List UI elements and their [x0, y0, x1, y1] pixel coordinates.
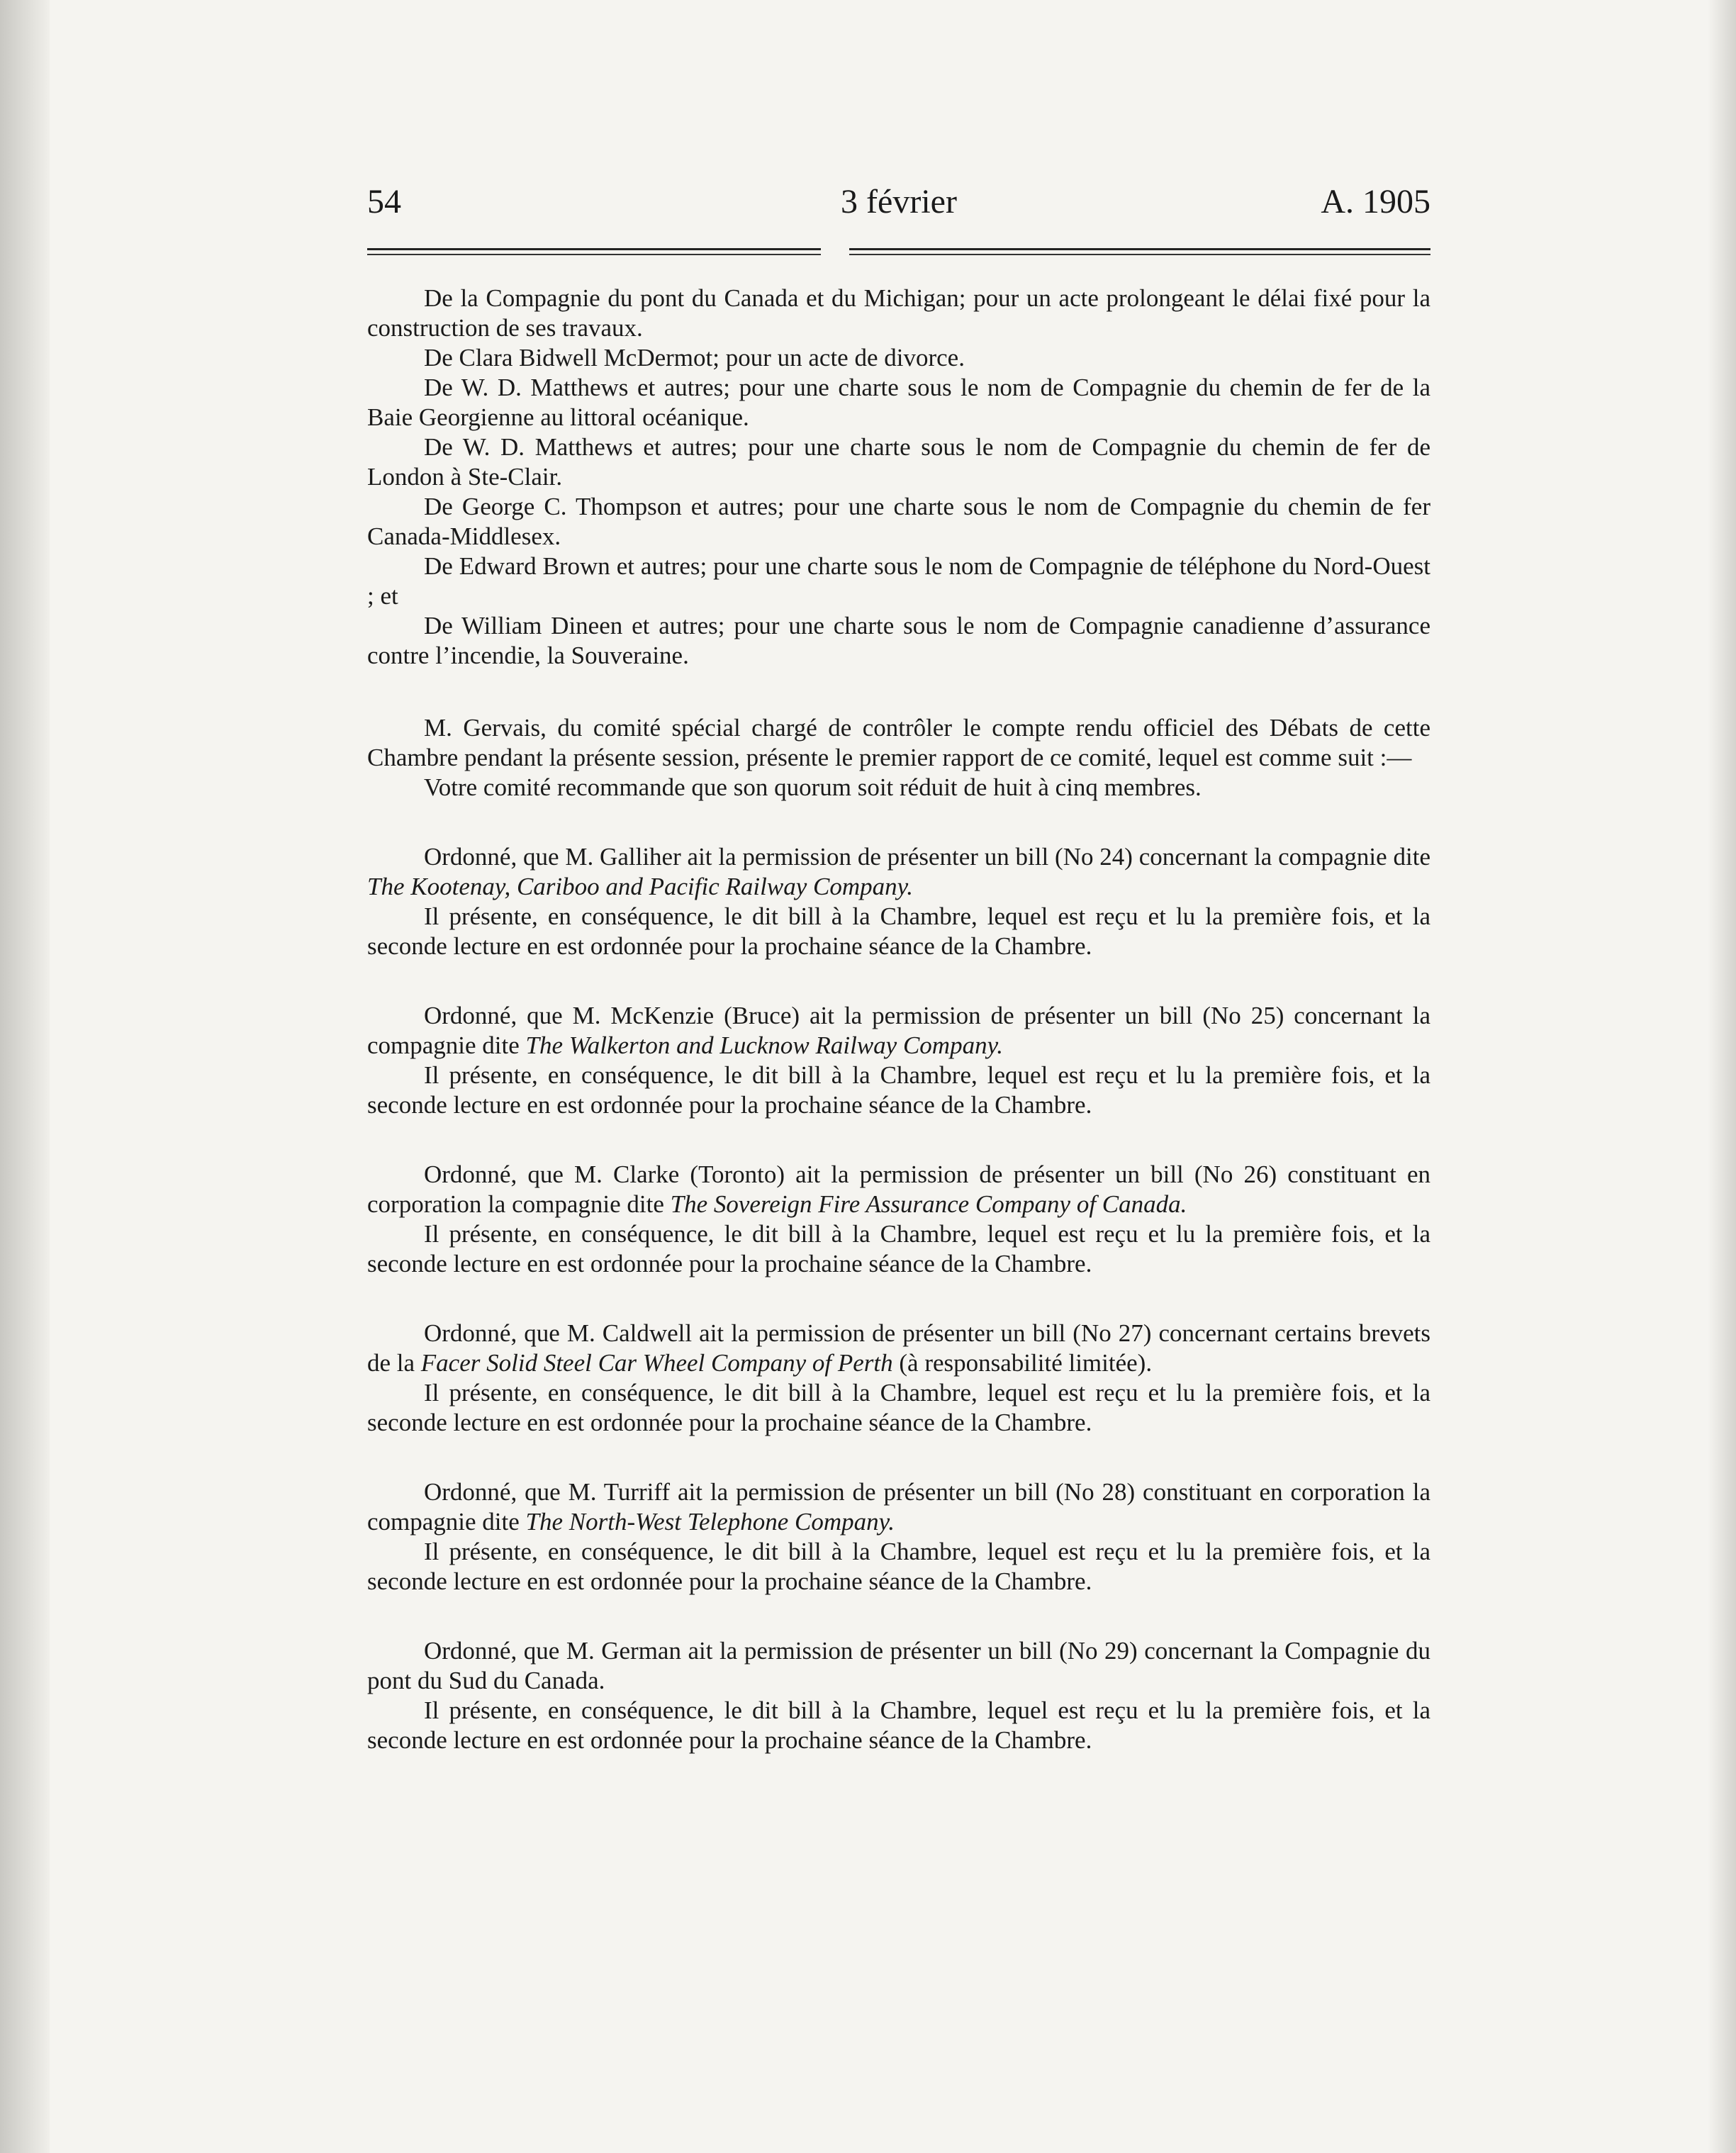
header-year: A. 1905 — [1321, 183, 1430, 220]
header-date: 3 février — [841, 183, 957, 220]
bill-entry — [367, 1477, 1430, 1596]
scan-edge-left — [0, 0, 50, 2153]
petition-item: De W. D. Matthews et autres; pour une charte sous le nom de Compagnie du chemin de fer de London à Ste-Clair. — [367, 433, 1430, 491]
bill-entry — [367, 842, 1430, 961]
bill-order: Ordonné, que M. Turriff ait la permission de présenter un bill (No 28) constituant en corporation la compagnie dite The North-West Telephone Company. — [367, 1478, 1430, 1536]
committee-report — [367, 713, 1430, 803]
petition-item: De William Dineen et autres; pour une charte sous le nom de Compagnie canadienne d’assurance contre l’incendie, la Souveraine. — [367, 612, 1430, 669]
bill-entry — [367, 1001, 1430, 1120]
company-name: Facer Solid Steel Car Wheel Company of Perth — [420, 1349, 893, 1377]
bill-order: Ordonné, que M. Clarke (Toronto) ait la permission de présenter un bill (No 26) constituant en corporation la compagnie dite The Sovereign Fire Assurance Company of Canada. — [367, 1161, 1430, 1218]
company-name: The North-West Telephone Company. — [525, 1508, 895, 1536]
bill-reading: Il présente, en conséquence, le dit bill à la Chambre, lequel est reçu et lu la première fois, et la seconde lecture en est ordonnée pour la prochaine séance de la Chambre. — [367, 902, 1430, 960]
bill-order: Ordonné, que M. Galliher ait la permission de présenter un bill (No 24) concernant la compagnie dite The Kootenay, Cariboo and Pacific Railway Company. — [367, 843, 1430, 900]
bill-order: Ordonné, que M. German ait la permission de présenter un bill (No 29) concernant la Compagnie du pont du Sud du Canada. — [367, 1637, 1430, 1694]
petitions-list — [367, 284, 1430, 671]
petition-item: De Edward Brown et autres; pour une charte sous le nom de Compagnie de téléphone du Nord-Ouest ; et — [367, 552, 1430, 610]
bill-reading: Il présente, en conséquence, le dit bill à la Chambre, lequel est reçu et lu la première fois, et la seconde lecture en est ordonnée pour la prochaine séance de la Chambre. — [367, 1379, 1430, 1436]
document-body — [367, 284, 1430, 1755]
petition-item: De W. D. Matthews et autres; pour une charte sous le nom de Compagnie du chemin de fer de la Baie Georgienne au littoral océanique. — [367, 374, 1430, 431]
scan-edge-right — [1708, 0, 1736, 2153]
bill-reading: Il présente, en conséquence, le dit bill à la Chambre, lequel est reçu et lu la première fois, et la seconde lecture en est ordonnée pour la prochaine séance de la Chambre. — [367, 1220, 1430, 1277]
bill-order: Ordonné, que M. McKenzie (Bruce) ait la permission de présenter un bill (No 25) concernant la compagnie dite The Walkerton and Lucknow Railway Company. — [367, 1002, 1430, 1059]
report-recommendation: Votre comité recommande que son quorum soit réduit de huit à cinq membres. — [424, 773, 1202, 801]
bill-reading: Il présente, en conséquence, le dit bill à la Chambre, lequel est reçu et lu la première fois, et la seconde lecture en est ordonnée pour la prochaine séance de la Chambre. — [367, 1061, 1430, 1119]
company-name: The Walkerton and Lucknow Railway Company. — [525, 1031, 1003, 1059]
bill-entry — [367, 1636, 1430, 1755]
bill-entry — [367, 1319, 1430, 1438]
bill-reading: Il présente, en conséquence, le dit bill à la Chambre, lequel est reçu et lu la première fois, et la seconde lecture en est ordonnée pour la prochaine séance de la Chambre. — [367, 1696, 1430, 1754]
company-name: The Kootenay, Cariboo and Pacific Railway Company. — [367, 873, 913, 900]
page-number: 54 — [367, 183, 401, 220]
bill-order: Ordonné, que M. Caldwell ait la permission de présenter un bill (No 27) concernant certains brevets de la Facer Solid Steel Car Wheel Company of Perth (à responsabilité limitée). — [367, 1319, 1430, 1377]
report-intro: M. Gervais, du comité spécial chargé de contrôler le compte rendu officiel des Débats de cette Chambre pendant la présente session, présente le premier rapport de ce comité, lequel est comme suit :— — [367, 714, 1430, 771]
header-rule — [367, 248, 1430, 259]
bill-entry — [367, 1160, 1430, 1279]
petition-item: De la Compagnie du pont du Canada et du Michigan; pour un acte prolongeant le délai fixé pour la construction de ses travaux. — [367, 284, 1430, 342]
company-name: The Sovereign Fire Assurance Company of Canada. — [670, 1190, 1187, 1218]
petition-item: De George C. Thompson et autres; pour une charte sous le nom de Compagnie du chemin de fer Canada-Middlesex. — [367, 493, 1430, 550]
petition-item: De Clara Bidwell McDermot; pour un acte de divorce. — [424, 344, 965, 371]
bill-reading: Il présente, en conséquence, le dit bill à la Chambre, lequel est reçu et lu la première fois, et la seconde lecture en est ordonnée pour la prochaine séance de la Chambre. — [367, 1538, 1430, 1595]
running-header — [367, 177, 1430, 227]
